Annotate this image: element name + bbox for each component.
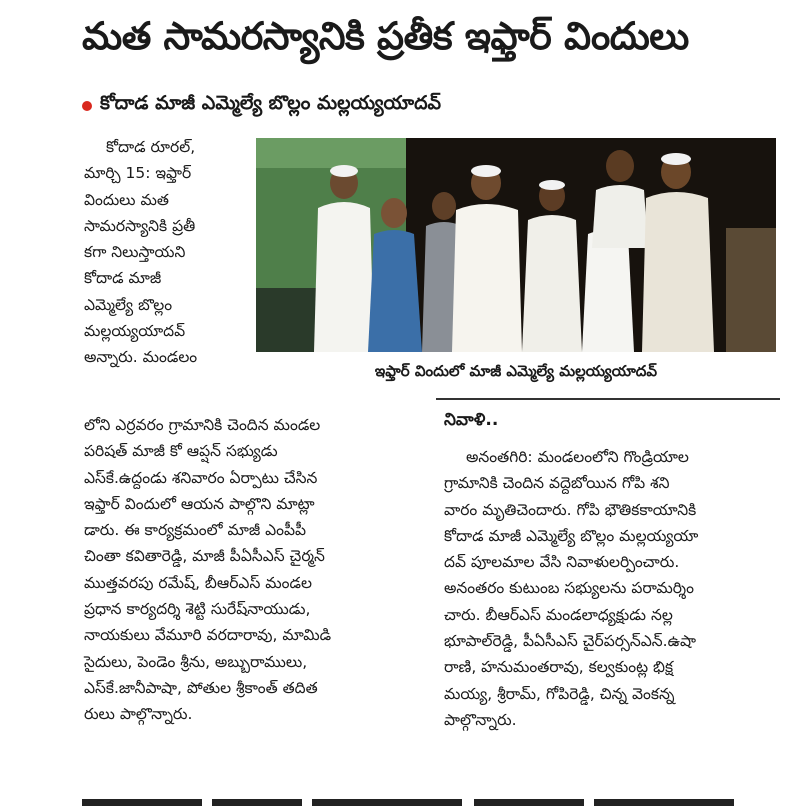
story-line: ఎస్‌కే.జానీపాషా, పోతుల శ్రీకాంత్ తదిత — [84, 678, 318, 697]
brief-story-column — [444, 444, 782, 733]
story-line: విందులు మత — [84, 190, 169, 209]
story-line: మల్లయ్యయాదవ్ — [84, 322, 186, 341]
brief-line: అనంతగిరి: మండలంలోని గొండ్రియాల — [466, 448, 689, 466]
photo-illustration — [256, 138, 776, 352]
bullet-icon — [82, 101, 92, 111]
story-line: ఎమ్మెల్యే బొల్లం — [84, 295, 173, 314]
brief-line: రాణి, హనుమంతరావు, కల్వకుంట్ల భిక్ష — [444, 658, 674, 677]
subheadline-text: కోదాడ మాజీ ఎమ్మెల్యే బొల్లం మల్లయ్యయాదవ్ — [100, 92, 441, 114]
cutoff-text-shape — [82, 793, 772, 806]
brief-heading: నివాళి.. — [444, 410, 499, 430]
story-line: డారు. ఈ కార్యక్రమంలో మాజీ ఎంపీపీ — [84, 521, 307, 540]
story-line: నాయకులు వేమూరి వరదారావు, మామిడి — [84, 626, 332, 645]
story-line: కోదాడ మాజీ — [84, 269, 162, 288]
story-line: అన్నారు. మండలం — [84, 348, 198, 367]
story-line: సామరస్యానికి ప్రతీ — [84, 216, 196, 235]
story-line: ముత్తవరపు రమేష్, బీఆర్ఎస్ మండల — [84, 573, 312, 592]
story-line: పరిషత్ మాజీ కో ఆప్షన్ సభ్యుడు — [84, 442, 278, 461]
headline: మత సామరస్యానికి ప్రతీక ఇఫ్తార్ విందులు — [82, 14, 689, 58]
story-line: లోని ఎర్రవరం గ్రామానికి చెందిన మండల — [84, 416, 321, 434]
section-divider — [436, 398, 780, 400]
story-line: మార్చి 15: ఇఫ్తార్ — [84, 164, 192, 183]
brief-line: గ్రామానికి చెందిన వద్దెబోయిన గోపి శని — [444, 474, 670, 493]
story-line: కగా నిలుస్తాయని — [84, 243, 186, 262]
story-line: సైదులు, పెండెం శ్రీను, అబ్బురాములు, — [84, 652, 308, 671]
main-story-column-narrow — [84, 134, 250, 371]
story-line: ఇఫ్తార్ విందులో ఆయన పాల్గొని మాట్లా — [84, 494, 315, 513]
story-line: ఎస్‌కే.ఉద్దండు శనివారం ఏర్పాటు చేసిన — [84, 468, 318, 487]
brief-line: అనంతరం కుటుంబ సభ్యులను పరామర్శిం — [444, 579, 694, 598]
story-line: రులు పాల్గొన్నారు. — [84, 705, 193, 724]
photo-caption: ఇఫ్తార్ విందులో మాజీ ఎమ్మెల్యే మల్లయ్యయాదవ్ — [374, 362, 658, 380]
brief-line: భూపాల్‌రెడ్డి, పీఏసీఎస్ చైర్‌పర్సన్‌ఎన్.ఉషా — [444, 632, 696, 651]
brief-line: పాల్గొన్నారు. — [444, 710, 517, 729]
next-article-cutoff — [82, 792, 772, 806]
subheadline — [82, 92, 782, 119]
main-story-column-wide — [84, 412, 424, 728]
brief-line: దవ్ పూలమాల వేసి నివాళులర్పించారు. — [444, 553, 680, 572]
event-photo — [256, 138, 776, 352]
brief-line: మయ్య, శ్రీరామ్, గోపిరెడ్డి, చిన్న వెంకన్న — [444, 684, 675, 703]
story-line: కోదాడ రూరల్, — [106, 138, 196, 156]
brief-line: వారం మృతిచెందారు. గోపి భౌతికకాయానికి — [444, 500, 697, 519]
brief-line: కోదాడ మాజీ ఎమ్మెల్యే బొల్లం మల్లయ్యయా — [444, 526, 699, 545]
story-line: చింతా కవితారెడ్డి, మాజీ పీఏసీఎస్ చైర్మన్ — [84, 547, 325, 566]
brief-line: చారు. బీఆర్ఎస్ మండలాధ్యక్షుడు నల్ల — [444, 605, 673, 624]
story-line: ప్రధాన కార్యదర్శి శెట్టి సురేష్‌నాయుడు, — [84, 600, 311, 619]
